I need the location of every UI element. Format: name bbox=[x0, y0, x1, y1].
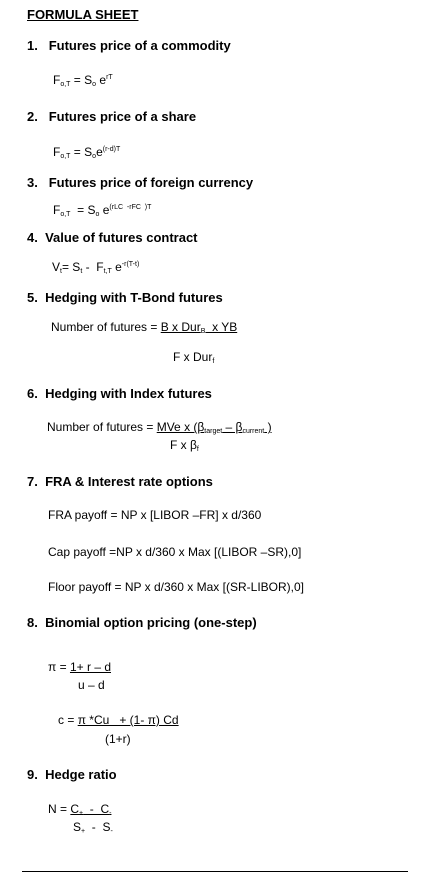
section-title: Value of futures contract bbox=[45, 230, 198, 245]
formula-tbond-hedge-denominator: F x Dur$_f$ bbox=[173, 350, 215, 365]
section-7-heading bbox=[27, 474, 213, 489]
section-number: 6. bbox=[27, 386, 38, 401]
section-number: 7. bbox=[27, 474, 38, 489]
section-title: FRA & Interest rate options bbox=[45, 474, 213, 489]
section-number: 5. bbox=[27, 290, 38, 305]
formula-index-hedge-numerator: Number of futures = MVe x ($\beta_{target} - \beta_{current}$ ) bbox=[47, 420, 272, 435]
section-title: Hedge ratio bbox=[45, 767, 117, 782]
formula-pi-numerator: π = 1+ r – d bbox=[48, 660, 111, 674]
section-1-heading bbox=[27, 38, 231, 53]
section-3-heading bbox=[27, 175, 253, 190]
section-title: Futures price of a commodity bbox=[48, 38, 231, 53]
section-title: Hedging with T-Bond futures bbox=[45, 290, 223, 305]
formula-commodity: $F_{o,T} = S_o$ $e^{rT}$ bbox=[53, 73, 113, 88]
section-title: Binomial option pricing (one-step) bbox=[45, 615, 257, 630]
section-number: 4. bbox=[27, 230, 38, 245]
section-2-heading bbox=[27, 109, 196, 124]
formula-share: $F_{o,T} = S_oe^{(r-d)T}$ bbox=[53, 145, 121, 160]
section-title: Hedging with Index futures bbox=[45, 386, 212, 401]
formula-cap-payoff: Cap payoff =NP x d/360 x Max [(LIBOR –SR),0] bbox=[48, 545, 302, 559]
section-number: 3. bbox=[27, 175, 38, 190]
section-number: 2. bbox=[27, 109, 38, 124]
page-title: FORMULA SHEET bbox=[27, 7, 139, 22]
formula-futures-value: $V_t= S_t - F_{t,T}$ $e^{-r(T-t)}$ bbox=[52, 260, 140, 275]
section-title: Futures price of a share bbox=[48, 109, 197, 124]
formula-floor-payoff: Floor payoff = NP x d/360 x Max [(SR-LIBOR),0] bbox=[48, 580, 304, 594]
footer-divider bbox=[22, 871, 408, 872]
formula-hedge-ratio-denominator: $S_+ - S_-$ bbox=[73, 820, 113, 835]
section-number: 1. bbox=[27, 38, 38, 53]
formula-foreign-currency: $F_{o,T} = S_o$ $e^{(rLC -rFC )T}$ bbox=[53, 203, 152, 218]
section-number: 8. bbox=[27, 615, 38, 630]
formula-call-numerator: c = π *Cu + (1- π) Cd bbox=[58, 713, 179, 727]
formula-tbond-hedge-numerator: Number of futures = B x Dur$_B$ x YB bbox=[51, 320, 238, 335]
formula-fra-payoff: FRA payoff = NP x [LIBOR –FR] x d/360 bbox=[48, 508, 262, 522]
formula-index-hedge-denominator: F x $\beta_f$ bbox=[170, 438, 199, 453]
section-4-heading bbox=[27, 230, 198, 245]
section-9-heading bbox=[27, 767, 117, 782]
formula-pi-denominator: u – d bbox=[78, 678, 105, 692]
formula-call-denominator: (1+r) bbox=[105, 732, 131, 746]
section-6-heading bbox=[27, 386, 212, 401]
section-number: 9. bbox=[27, 767, 38, 782]
section-title: Futures price of foreign currency bbox=[48, 175, 254, 190]
formula-hedge-ratio-numerator: $N = C_+ - C_-$ bbox=[48, 802, 112, 817]
section-5-heading bbox=[27, 290, 223, 305]
section-8-heading bbox=[27, 615, 257, 630]
